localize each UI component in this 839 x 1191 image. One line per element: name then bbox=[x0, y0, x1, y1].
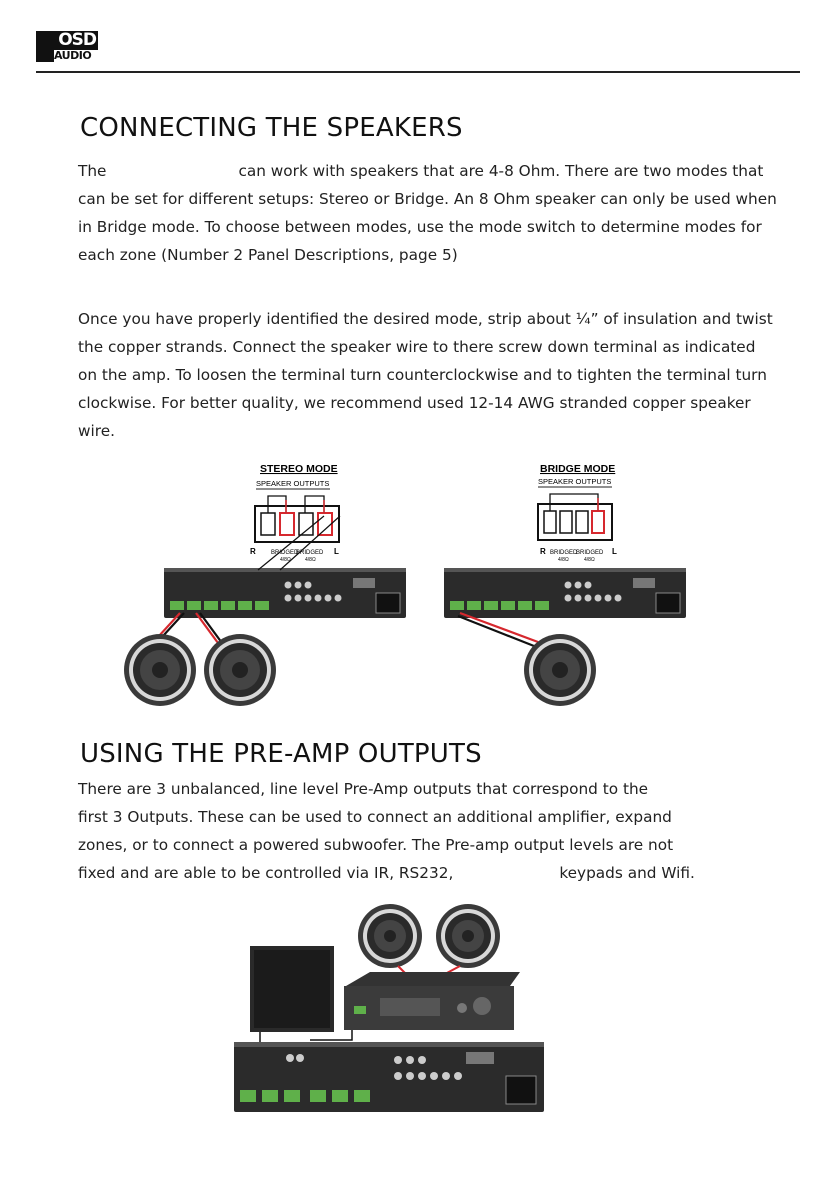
preamp-line-1: There are 3 unbalanced, line level Pre-Amp outputs that correspond to the bbox=[78, 780, 649, 798]
section-title-pre-amp-outputs: USING THE PRE-AMP OUTPUTS bbox=[80, 739, 482, 769]
speaker-bridge bbox=[524, 634, 596, 706]
speaker-mode-diagram bbox=[118, 458, 718, 708]
speaker-left-1 bbox=[124, 634, 196, 706]
bridge-mode-label: BRIDGE MODE bbox=[540, 463, 616, 475]
logo-bottom-text: AUDIO bbox=[54, 50, 98, 62]
para1-rest: two modes that can be set for different setups: Stereo or Bridge. An 8 Ohm speaker can only be used when in Bridge mode. To choose between modes, use the mode switch to determine modes for each zone (Number 2 Panel Descriptions, page 5) bbox=[78, 162, 777, 264]
preamp-line-4a: fixed and are able to be controlled via IR, RS232, bbox=[78, 864, 454, 882]
stereo-mode-label: STEREO MODE bbox=[260, 463, 338, 475]
stereo-terminal-r: R bbox=[250, 547, 256, 556]
speakers-paragraph-1 bbox=[78, 157, 778, 269]
bridge-ohm-label: 4/8Ω bbox=[558, 557, 569, 563]
para1-lead: The bbox=[78, 162, 107, 180]
amp-rear-panel-bridge bbox=[444, 568, 686, 618]
para1-line1: can work with speakers that are 4-8 Ohm. There are bbox=[238, 162, 639, 180]
preamp-line-2: first 3 Outputs. These can be used to connect an additional amplifier, expand bbox=[78, 808, 672, 826]
stereo-bridged-label: BRIDGED bbox=[271, 550, 299, 556]
stereo-terminal-l: L bbox=[334, 547, 339, 556]
speaker-wires bbox=[148, 613, 538, 648]
section-title-connecting-speakers: CONNECTING THE SPEAKERS bbox=[80, 113, 463, 143]
logo-block bbox=[36, 50, 54, 62]
bridge-terminal-r: R bbox=[540, 547, 546, 556]
bridge-mode-callout bbox=[538, 463, 617, 563]
preamp-speaker-2 bbox=[436, 904, 500, 968]
bridge-terminal-l: L bbox=[612, 547, 617, 556]
preamp-amp-rear-panel bbox=[234, 1042, 544, 1112]
bridge-outputs-label: SPEAKER OUTPUTS bbox=[538, 477, 612, 486]
svg-text:BRIDGED: BRIDGED bbox=[296, 550, 324, 556]
bridge-bridged-label: BRIDGED bbox=[550, 550, 578, 556]
additional-amplifier bbox=[344, 972, 520, 1030]
stereo-ohm-label: 4/8Ω bbox=[280, 557, 291, 563]
subwoofer bbox=[250, 946, 334, 1032]
stereo-outputs-label: SPEAKER OUTPUTS bbox=[256, 479, 330, 488]
stereo-mode-callout bbox=[250, 463, 339, 563]
preamp-diagram bbox=[230, 900, 550, 1115]
svg-text:BRIDGED: BRIDGED bbox=[576, 550, 604, 556]
speaker-left-2 bbox=[204, 634, 276, 706]
preamp-line-3: zones, or to connect a powered subwoofer. The Pre-amp output levels are not bbox=[78, 836, 674, 854]
svg-text:4/8Ω: 4/8Ω bbox=[584, 557, 595, 563]
svg-text:4/8Ω: 4/8Ω bbox=[305, 557, 316, 563]
osd-audio-logo bbox=[36, 31, 98, 63]
preamp-speaker-1 bbox=[358, 904, 422, 968]
preamp-line-4 bbox=[78, 859, 798, 887]
logo-top-text: OSD bbox=[36, 31, 98, 50]
preamp-line-4b: keypads and Wifi. bbox=[559, 864, 695, 882]
preamp-paragraph bbox=[78, 775, 798, 887]
speakers-paragraph-2: Once you have properly identified the desired mode, strip about ¼” of insulation and twist the copper strands. Connect the speaker wire to there screw down terminal as indicated on the amp. To loosen the terminal turn counterclockwise and to tighten the terminal turn clockwise. For better quality, we recommend used 12-14 AWG stranded copper speaker wire. bbox=[78, 310, 773, 440]
header-rule bbox=[36, 71, 800, 73]
